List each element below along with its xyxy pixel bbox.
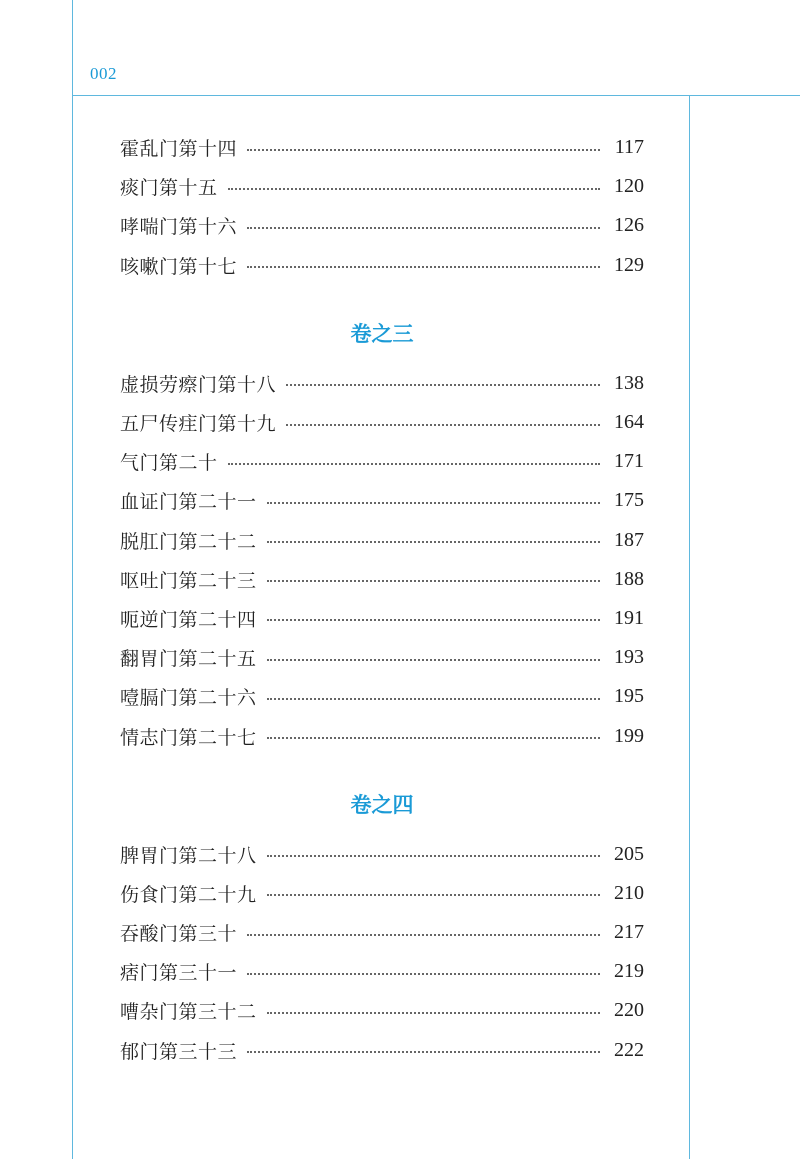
toc-entry-title: 血证门第二十一: [120, 491, 257, 514]
toc-entry-title: 气门第二十: [120, 452, 218, 475]
toc-entry-title: 霍乱门第十四: [120, 138, 238, 161]
dot-leader: [267, 580, 600, 582]
toc-entry[interactable]: [120, 874, 644, 913]
toc-entry-title: 哮喘门第十六: [120, 216, 238, 239]
dot-leader: [267, 541, 600, 543]
toc-entry-page: 217: [614, 921, 644, 944]
toc-entry-title: 吞酸门第三十: [120, 923, 238, 946]
toc-entry-title: 脱肛门第二十二: [120, 530, 257, 553]
dot-leader: [267, 502, 600, 504]
toc-entry-page: 195: [614, 685, 644, 708]
toc-entry[interactable]: [120, 677, 644, 716]
toc-entry[interactable]: [120, 167, 644, 206]
section-heading: 卷之三: [350, 321, 414, 346]
toc-entry-title: 痞门第三十一: [120, 962, 238, 985]
toc-entry[interactable]: [120, 599, 644, 638]
toc-entry[interactable]: [120, 364, 644, 403]
dot-leader: [267, 1012, 600, 1014]
toc-entry-title: 呃逆门第二十四: [120, 608, 257, 631]
toc-entry-title: 呕吐门第二十三: [120, 569, 257, 592]
right-margin-rule: [689, 95, 690, 1159]
left-margin-rule: [72, 0, 73, 1159]
toc-entry-title: 痰门第十五: [120, 177, 218, 200]
toc-entry-page: 129: [614, 253, 644, 276]
toc-entry[interactable]: [120, 1031, 644, 1070]
toc-entry-title: 情志门第二十七: [120, 726, 257, 749]
toc-entry-page: 117: [614, 136, 644, 159]
toc-entry-page: 171: [614, 450, 644, 473]
dot-leader: [286, 384, 600, 386]
toc-entry-page: 120: [614, 175, 644, 198]
dot-leader: [247, 227, 600, 229]
dot-leader: [247, 1051, 600, 1053]
toc-entry[interactable]: [120, 128, 644, 167]
toc-entry-title: 虚损劳瘵门第十八: [120, 373, 277, 396]
toc-entry[interactable]: [120, 560, 644, 599]
toc-entry-title: 咳嗽门第十七: [120, 255, 238, 278]
toc-entry-page: 164: [614, 411, 644, 434]
header-rule: [72, 95, 800, 96]
dot-leader: [247, 266, 600, 268]
toc-entry-page: 205: [614, 842, 644, 865]
toc-entry-title: 五尸传疰门第十九: [120, 413, 277, 436]
toc-entry[interactable]: [120, 638, 644, 677]
dot-leader: [228, 463, 600, 465]
toc-entry-title: 伤食门第二十九: [120, 883, 257, 906]
toc-entry-page: 126: [614, 214, 644, 237]
page-number: 002: [90, 64, 117, 83]
toc-entry[interactable]: [120, 206, 644, 245]
dot-leader: [267, 894, 600, 896]
dot-leader: [267, 698, 600, 700]
dot-leader: [247, 149, 600, 151]
dot-leader: [267, 855, 600, 857]
toc-entry[interactable]: [120, 403, 644, 442]
toc-entry[interactable]: [120, 481, 644, 520]
toc-entry-page: 188: [614, 567, 644, 590]
toc-entry-title: 翻胃门第二十五: [120, 648, 257, 671]
toc-entry-page: 210: [614, 881, 644, 904]
dot-leader: [267, 659, 600, 661]
toc-entry[interactable]: [120, 716, 644, 755]
toc-entry[interactable]: [120, 442, 644, 481]
toc-entry-title: 嘈杂门第三十二: [120, 1001, 257, 1024]
dot-leader: [247, 973, 600, 975]
toc-entry[interactable]: [120, 913, 644, 952]
toc-entry[interactable]: [120, 521, 644, 560]
toc-entry[interactable]: [120, 835, 644, 874]
toc-entry-title: 郁门第三十三: [120, 1040, 238, 1063]
table-of-contents: [120, 128, 644, 1070]
toc-entry-page: 187: [614, 528, 644, 551]
toc-entry-title: 噎膈门第二十六: [120, 687, 257, 710]
toc-entry-page: 220: [614, 999, 644, 1022]
toc-entry-page: 191: [614, 606, 644, 629]
toc-entry[interactable]: [120, 952, 644, 991]
dot-leader: [247, 934, 600, 936]
dot-leader: [228, 188, 600, 190]
toc-entry-page: 222: [614, 1038, 644, 1061]
toc-entry[interactable]: [120, 991, 644, 1030]
toc-entry-page: 193: [614, 646, 644, 669]
section-heading: 卷之四: [350, 792, 414, 817]
toc-entry[interactable]: [120, 246, 644, 285]
toc-entry-page: 219: [614, 960, 644, 983]
toc-entry-page: 175: [614, 489, 644, 512]
toc-entry-page: 138: [614, 371, 644, 394]
dot-leader: [267, 737, 600, 739]
dot-leader: [267, 619, 600, 621]
toc-entry-page: 199: [614, 724, 644, 747]
dot-leader: [286, 424, 600, 426]
toc-entry-title: 脾胃门第二十八: [120, 844, 257, 867]
